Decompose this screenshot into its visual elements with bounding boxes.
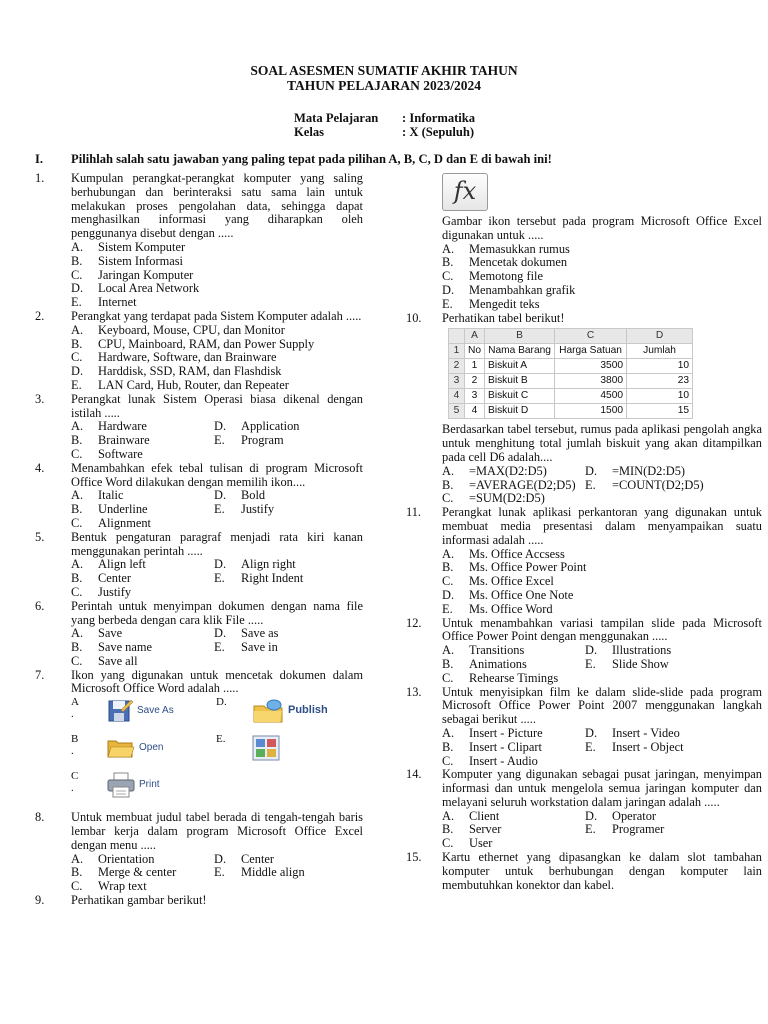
picture-grid-icon <box>252 733 284 763</box>
option: C. Memotong file <box>442 269 543 284</box>
subject-label: Mata Pelajaran <box>294 111 379 125</box>
question-stem: Untuk menyisipkan film ke dalam slide-slide pada program Microsoft Office Power Point 2007 menggunakan langkah sebagai berikut ..... <box>442 684 762 727</box>
option: C. Jaringan Komputer <box>71 267 194 282</box>
option: D. Ms. Office One Note <box>442 587 574 602</box>
question-7: 7. Ikon yang digunakan untuk mencetak dokumen dalam Microsoft Office Word adalah ..... A . Save As D. Publish B . Open E. C . Print <box>35 669 363 808</box>
option: E. Justify <box>214 502 275 517</box>
right-column <box>406 172 762 892</box>
table-row: 1 No Nama Barang Harga Satuan Jumlah <box>449 344 693 359</box>
option: B. Underline <box>71 502 148 517</box>
option: C. Alignment <box>71 515 151 530</box>
option: D. =MIN(D2:D5) <box>585 463 686 478</box>
question-14: 14. Komputer yang digunakan sebagai pusat jaringan, menyimpan informasi dan untuk mengelola semua jaringan komputer dan melayani seluruh workstation dalam jaringan adalah ..... A. Client D. Operator B. Server E. Programer C. User <box>406 767 762 851</box>
question-stem: Perintah untuk menyimpan dokumen dengan nama file yang berbeda dengan cara klik File ..... <box>71 598 363 627</box>
option: C. Rehearse Timings <box>442 670 559 685</box>
question-4: 4. Menambahkan efek tebal tulisan di program Microsoft Office Word dilakukan dengan memilih ikon.... A. Italic D. Bold B. Underline E. Justify C. Alignment <box>35 460 363 530</box>
question-9: 9. Perhatikan gambar berikut! <box>35 894 363 908</box>
section-instruction <box>35 153 738 167</box>
question-stem: Perangkat lunak aplikasi perkantoran yang digunakan untuk membuat media presentasi dalam menyampaikan suatu informasi adalah ..... <box>442 505 762 547</box>
option: A. Italic <box>71 488 124 503</box>
exam-title <box>0 63 768 93</box>
option: A. Client <box>442 808 500 823</box>
option: B. Insert - Clipart <box>442 739 542 754</box>
option: D. Operator <box>585 808 657 823</box>
option: A. Orientation <box>71 851 155 866</box>
table-row: 5 4 Biskuit D 1500 15 <box>449 404 693 419</box>
option: E. Program <box>214 433 284 448</box>
option: C. =SUM(D2:D5) <box>442 491 545 506</box>
question-5: 5. Bentuk pengaturan paragraf menjadi rata kiri kanan menggunakan perintah ..... A. Align left D. Align right B. Center E. Right Indent C. Justify <box>35 529 363 599</box>
option: D. Illustrations <box>585 643 672 658</box>
option: E. Save in <box>214 640 278 655</box>
option: E. Middle align <box>214 865 305 880</box>
title-line-1: SOAL ASESMEN SUMATIF AKHIR TAHUN <box>250 63 518 78</box>
question-stem: Untuk menambahkan variasi tampilan slide pada Microsoft Office Power Point dengan menggunakan ..... <box>442 615 762 644</box>
option: A. Sistem Komputer <box>71 239 186 254</box>
option: D. Center <box>214 851 275 866</box>
question-6: 6. Perintah untuk menyimpan dokumen dengan nama file yang berbeda dengan cara klik File ..... A. Save D. Save as B. Save name E. Save in C. Save all <box>35 598 363 668</box>
option: D. Publish <box>216 696 363 733</box>
option: A. Ms. Office Accsess <box>442 546 565 561</box>
option: D. Insert - Video <box>585 725 680 740</box>
option: E. Slide Show <box>585 656 669 671</box>
option: E. <box>216 733 363 770</box>
question-stem: Perangkat lunak Sistem Operasi biasa dikenal dengan istilah ..... <box>71 391 363 420</box>
question-stem: Ikon yang digunakan untuk mencetak dokumen dalam Microsoft Office Word adalah ..... <box>71 667 363 696</box>
option: A. Memasukkan rumus <box>442 241 570 256</box>
option: B. CPU, Mainboard, RAM, dan Power Supply <box>71 336 315 351</box>
option: A. =MAX(D2:D5) <box>442 463 547 478</box>
question-stem: Untuk membuat judul tabel berada di tengah-tengah baris lembar kerja dalam program Microsoft Office Excel dengan menu ..... <box>71 810 363 852</box>
fx-icon: fx <box>442 173 488 211</box>
question-8: 8. Untuk membuat judul tabel berada di tengah-tengah baris lembar kerja dalam program Microsoft Office Excel dengan menu ..... A. Orientation D. Center B. Merge & center E. Middle align C. Wrap text <box>35 810 363 894</box>
option: C . Print <box>71 770 216 807</box>
option: C. Ms. Office Excel <box>442 574 554 589</box>
question-3: 3. Perangkat lunak Sistem Operasi biasa dikenal dengan istilah ..... A. Hardware D. Application B. Brainware E. Program C. Software <box>35 391 363 461</box>
option: E. LAN Card, Hub, Router, dan Repeater <box>71 377 289 392</box>
option: B. Save name <box>71 640 153 655</box>
question-stem: Gambar ikon tersebut pada program Microsoft Office Excel digunakan untuk ..... <box>442 214 762 242</box>
question-11: 11. Perangkat lunak aplikasi perkantoran yang digunakan untuk membuat media presentasi dalam menyampaikan suatu informasi adalah ..... A. Ms. Office Accsess B. Ms. Office Power Point C. Ms. Office Excel D. Ms. Office One Note E. Ms. Office Word <box>406 505 762 616</box>
section-text: Pilihlah salah satu jawaban yang paling tepat pada pilihan A, B, C, D dan E di bawah ini! <box>71 152 552 166</box>
class-label: Kelas <box>294 125 325 139</box>
table-row: 4 3 Biskuit C 4500 10 <box>449 389 693 404</box>
option: A. Hardware <box>71 419 147 434</box>
option: D. Application <box>214 419 300 434</box>
table-row: 2 1 Biskuit A 3500 10 <box>449 359 693 374</box>
option: C. Wrap text <box>71 879 147 894</box>
exam-meta <box>294 111 475 139</box>
spreadsheet-table: A B C D 1 No Nama Barang Harga Satuan Jumlah 2 1 Biskuit A 3500 10 3 2 Biskuit B 3800 23 4 3 Biskuit C 4500 10 5 4 Biskuit D 1500 15 <box>448 328 693 419</box>
open-folder-icon: Open <box>107 733 163 763</box>
option: C. Hardware, Software, dan Brainware <box>71 350 277 365</box>
option: A. Transitions <box>442 643 525 658</box>
option: D. Bold <box>214 488 266 503</box>
option: B. Animations <box>442 656 527 671</box>
class-value: : X (Sepuluh) <box>402 125 475 139</box>
question-12: 12. Untuk menambahkan variasi tampilan slide pada Microsoft Office Power Point dengan menggunakan ..... A. Transitions D. Illustrations B. Animations E. Slide Show C. Rehearse Timings <box>406 615 762 685</box>
left-column <box>35 172 363 908</box>
option: E. Insert - Object <box>585 739 684 754</box>
option: C. Insert - Audio <box>442 753 538 768</box>
save-as-icon: Save As <box>107 696 174 726</box>
question-stem: Perhatikan tabel berikut! <box>442 310 565 325</box>
question-stem: Bentuk pengaturan paragraf menjadi rata kiri kanan menggunakan perintah ..... <box>71 529 363 558</box>
option: B. Ms. Office Power Point <box>442 560 587 575</box>
option: A. Insert - Picture <box>442 725 543 740</box>
option: B. Server <box>442 822 502 837</box>
option: A. Save <box>71 626 123 641</box>
option: B. =AVERAGE(D2;D5) <box>442 477 576 492</box>
question-9-continued <box>406 172 762 312</box>
option: C. Save all <box>71 653 138 668</box>
option: E. Right Indent <box>214 571 304 586</box>
option: D. Align right <box>214 557 296 572</box>
table-row: 3 2 Biskuit B 3800 23 <box>449 374 693 389</box>
option: B. Brainware <box>71 433 150 448</box>
section-number: I. <box>35 152 44 166</box>
option: C. Software <box>71 446 143 461</box>
subject-value: : Informatika <box>402 111 476 125</box>
option: E. Programer <box>585 822 665 837</box>
option: E. =COUNT(D2;D5) <box>585 477 704 492</box>
question-stem: Perhatikan gambar berikut! <box>71 893 207 908</box>
question-stem: Berdasarkan tabel tersebut, rumus pada aplikasi pengolah angka untuk menghitung total jumlah biskuit yang akan ditampilkan pada cell D6 adalah.... <box>442 422 762 464</box>
option: B. Merge & center <box>71 865 177 880</box>
option: A. Align left <box>71 557 146 572</box>
question-13: 13. Untuk menyisipkan film ke dalam slide-slide pada program Microsoft Office Power Point 2007 menggunakan langkah sebagai berikut ..... A. Insert - Picture D. Insert - Video B. Insert - Clipart E. Insert - Object C. Insert - Audio <box>406 684 762 768</box>
printer-icon: Print <box>107 770 160 800</box>
option: C. Justify <box>71 584 132 599</box>
question-15: 15. Kartu ethernet yang dipasangkan ke dalam slot tambahan komputer untuk berhubungan dengan komputer lain membutuhkan konektor dan kabel. <box>406 850 762 892</box>
option: B . Open <box>71 733 216 770</box>
option: D. Save as <box>214 626 279 641</box>
option: D. Harddisk, SSD, RAM, dan Flashdisk <box>71 364 282 379</box>
question-2: 2. Perangkat yang terdapat pada Sistem Komputer adalah ..... A. Keyboard, Mouse, CPU, dan Monitor B. CPU, Mainboard, RAM, dan Power Supply C. Hardware, Software, dan Brainware D. Harddisk, SSD, RAM, dan Flashdisk E. LAN Card, Hub, Router, dan Repeater <box>35 308 362 392</box>
option: E. Ms. Office Word <box>442 601 553 616</box>
question-10: 10. Perhatikan tabel berikut! A B C D 1 No Nama Barang Harga Satuan Jumlah 2 1 Biskuit A 3500 10 3 2 Biskuit B 3800 23 4 3 Biskuit C 4500 10 5 4 Biskuit D 1500 15 Berdasarkan tabel tersebut, rumus pada aplikasi pengolah angka untuk menghitung total jumlah biskuit yang akan ditampilkan pada cell D6 adalah.... A. =MAX(D2:D5) D. =MIN(D2:D5) B. =AVERAGE(D2;D5) E. =COUNT(D2;D5) C. =SUM(D2:D5) <box>406 310 762 506</box>
option: C. User <box>442 836 493 851</box>
option: E. Internet <box>71 295 137 310</box>
question-stem: Perangkat yang terdapat pada Sistem Komputer adalah ..... <box>71 308 362 323</box>
option: E. Mengedit teks <box>442 296 540 311</box>
question-stem: Kartu ethernet yang dipasangkan ke dalam slot tambahan komputer untuk berhubungan dengan komputer lain membutuhkan konektor dan kabel. <box>442 850 762 892</box>
option: A . Save As <box>71 696 216 733</box>
question-1: 1. Kumpulan perangkat-perangkat komputer yang saling berhubungan dan berinteraksi satu sama lain untuk melakukan proses pengolahan data, sehingga dapat menghasilkan informasi yang diharapkan oleh penggunanya disebut dengan ..... A. Sistem Komputer B. Sistem Informasi C. Jaringan Komputer D. Local Area Network E. Internet <box>35 171 363 310</box>
question-stem: Menambahkan efek tebal tulisan di program Microsoft Office Word dilakukan dengan memilih ikon.... <box>71 460 363 489</box>
title-line-2: TAHUN PELAJARAN 2023/2024 <box>286 78 481 93</box>
question-stem: Komputer yang digunakan sebagai pusat jaringan, menyimpan informasi dan untuk mengelola semua jaringan komputer dan melayani seluruh workstation dalam jaringan adalah ..... <box>442 767 762 809</box>
option: B. Mencetak dokumen <box>442 255 568 270</box>
option: B. Center <box>71 571 132 586</box>
option: B. Sistem Informasi <box>71 253 184 268</box>
publish-icon: Publish <box>252 696 328 726</box>
option: A. Keyboard, Mouse, CPU, dan Monitor <box>71 322 285 337</box>
question-stem: Kumpulan perangkat-perangkat komputer yang saling berhubungan dan berinteraksi satu sama lain untuk melakukan proses pengolahan data, sehingga dapat menghasilkan informasi yang diharapkan oleh penggunanya disebut dengan ..... <box>71 171 363 241</box>
option: D. Menambahkan grafik <box>442 282 576 297</box>
option: D. Local Area Network <box>71 281 200 296</box>
